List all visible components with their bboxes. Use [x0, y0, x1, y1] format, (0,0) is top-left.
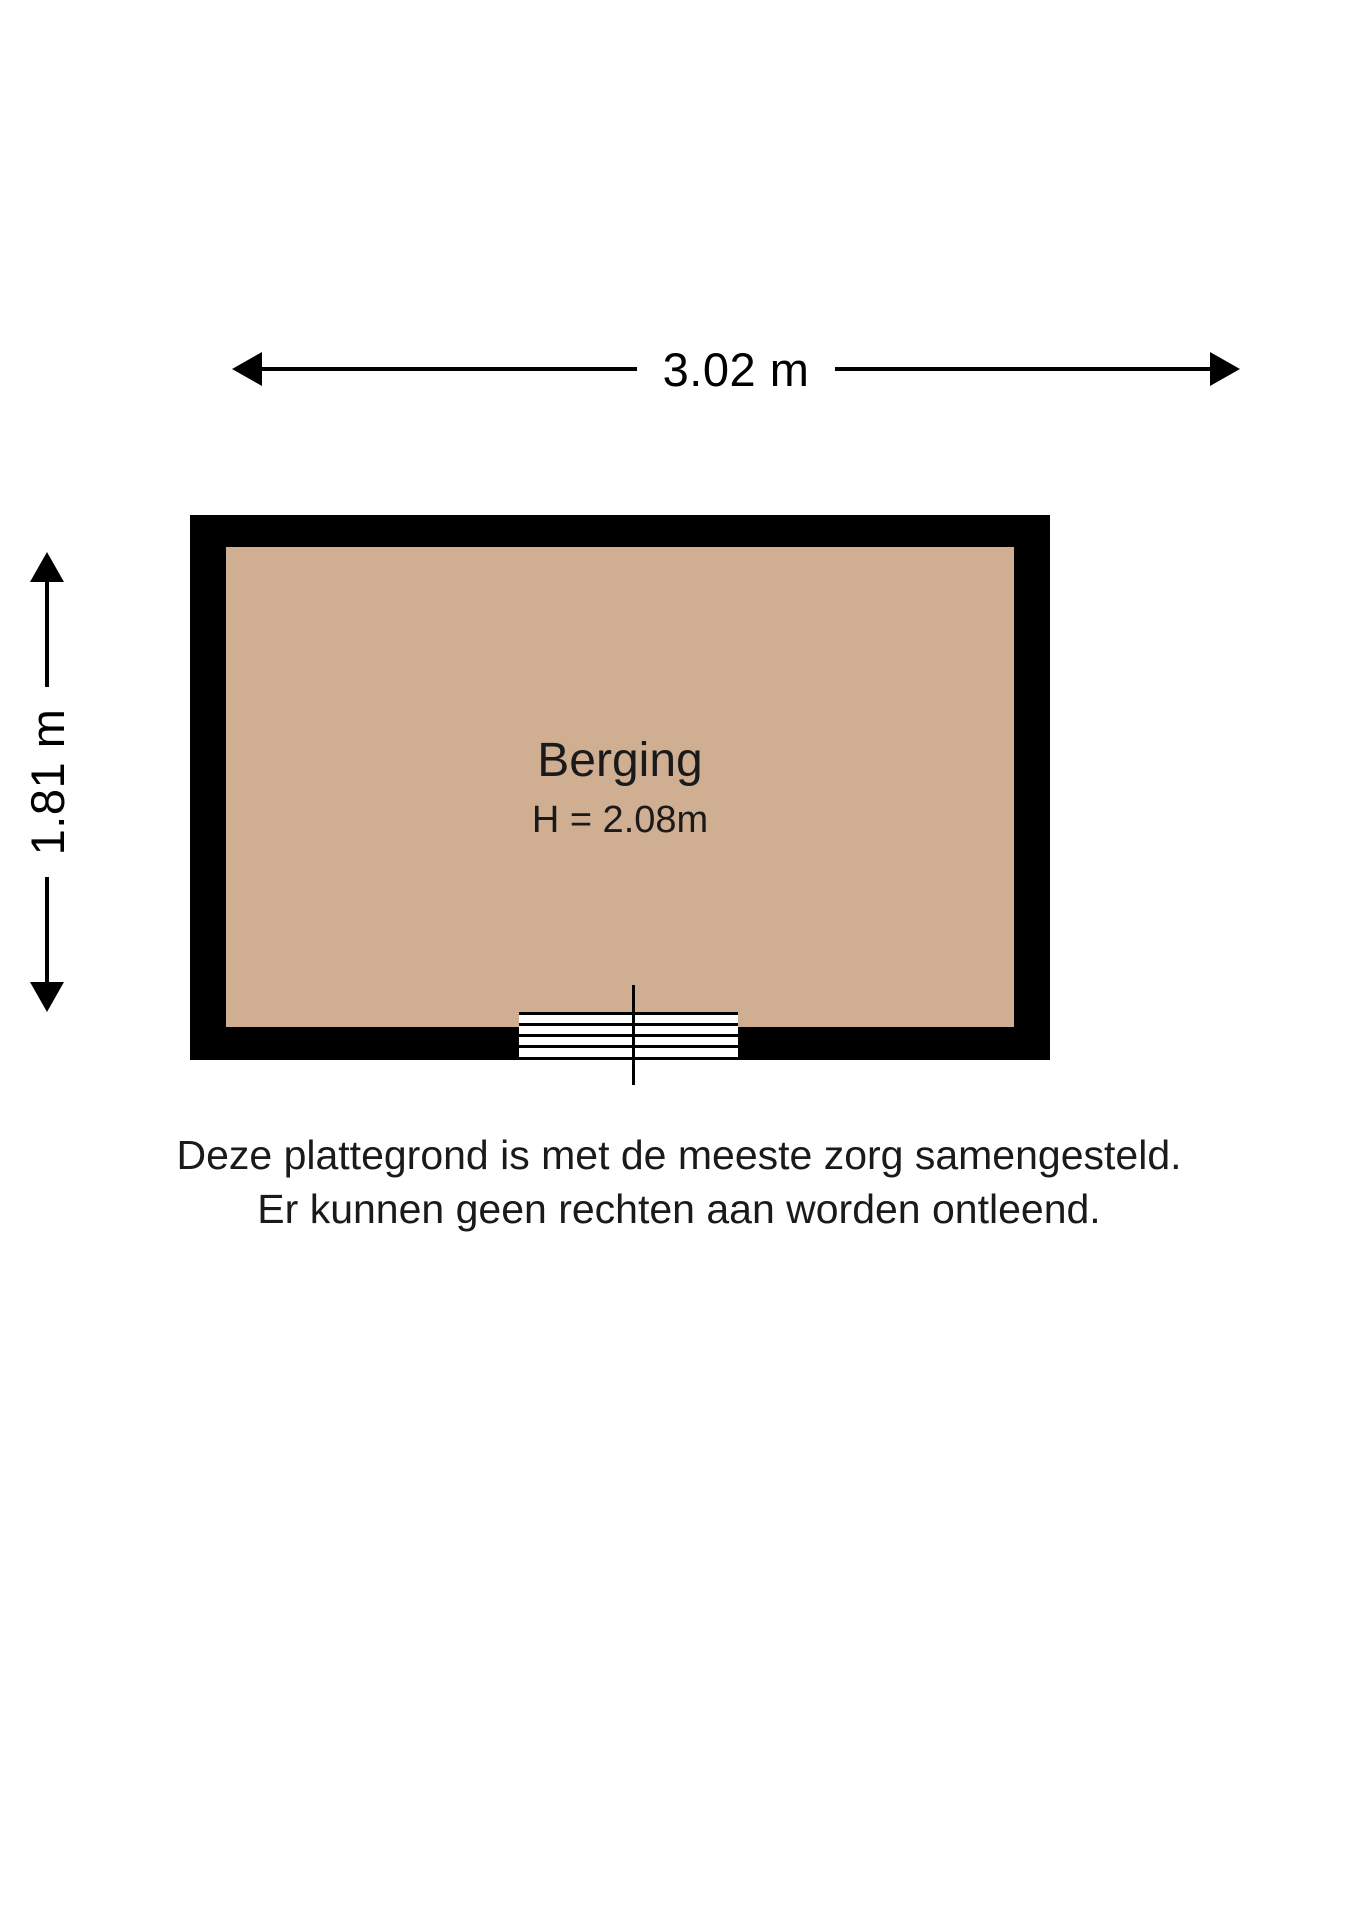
door-opening-icon — [519, 1012, 738, 1060]
door-slat — [519, 1034, 738, 1037]
room-name-label: Berging — [537, 734, 703, 787]
door-slat — [519, 1057, 738, 1060]
disclaimer-text — [79, 1128, 1279, 1236]
disclaimer-line-1: Deze plattegrond is met de meeste zorg samengesteld. — [176, 1132, 1182, 1178]
room-label-group — [226, 730, 1014, 848]
dimension-height-label-wrap — [8, 552, 88, 1012]
room-height-label: H = 2.08m — [531, 799, 709, 841]
dimension-width-label: 3.02 m — [637, 343, 836, 396]
dimension-width — [232, 330, 1240, 410]
room-berging — [190, 515, 1050, 1060]
door-axis-line — [632, 985, 635, 1085]
dimension-height — [8, 552, 88, 1012]
disclaimer-line-2: Er kunnen geen rechten aan worden ontleend. — [257, 1186, 1101, 1232]
door-slat — [519, 1045, 738, 1048]
door-slat — [519, 1023, 738, 1026]
dimension-width-label-wrap — [232, 330, 1240, 410]
dimension-height-label: 1.81 m — [21, 687, 74, 878]
door-slat — [519, 1012, 738, 1015]
